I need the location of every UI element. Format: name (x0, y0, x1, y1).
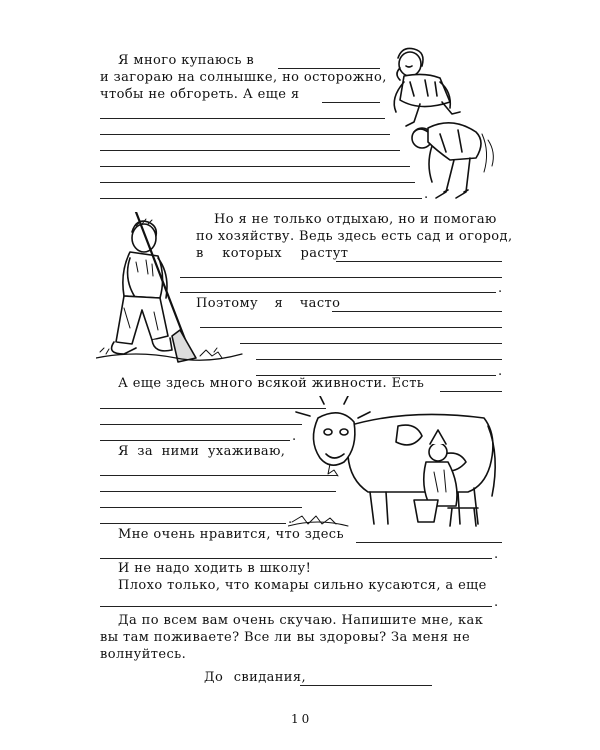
period: . (494, 595, 499, 610)
text-line: вы там поживаете? Все ли вы здоровы? За меня не (100, 630, 471, 645)
period: . (288, 512, 293, 527)
text-line: А еще здесь много всякой живности. Есть (118, 376, 425, 391)
blank-line[interactable] (100, 118, 385, 119)
blank-line[interactable] (356, 542, 502, 543)
text-line: Но я не только отдыхаю, но и помогаю (214, 212, 497, 227)
period: . (498, 364, 503, 379)
blank-line[interactable] (100, 166, 410, 167)
period: . (292, 429, 297, 444)
blank-line[interactable] (100, 440, 290, 441)
blank-line[interactable] (240, 343, 502, 344)
blank-line[interactable] (256, 359, 502, 360)
blank-line[interactable] (100, 150, 400, 151)
cow-milking-illustration (288, 396, 502, 530)
text-line: Я за ними ухаживаю, (118, 444, 286, 459)
blank-line[interactable] (100, 424, 302, 425)
blank-line[interactable] (440, 391, 502, 392)
text-line: чтобы не обгореть. А еще я (100, 87, 300, 102)
text-line: И не надо ходить в школу! (118, 561, 312, 576)
blank-line[interactable] (322, 102, 380, 103)
blank-line[interactable] (332, 311, 502, 312)
period: . (494, 547, 499, 562)
text-line: Плохо только, что комары сильно кусаются, а еще (118, 578, 487, 593)
blank-line[interactable] (100, 606, 492, 607)
text-line: волнуйтесь. (100, 647, 187, 662)
page-number: 10 (291, 712, 313, 726)
text-line: Мне очень нравится, что здесь (118, 527, 344, 542)
text-line: и загораю на солнышке, но осторожно, (100, 70, 387, 85)
blank-line[interactable] (100, 507, 302, 508)
text-line: Я много купаюсь в (118, 53, 255, 68)
blank-line[interactable] (278, 68, 380, 69)
period: . (498, 281, 503, 296)
blank-line[interactable] (336, 261, 502, 262)
blank-line[interactable] (100, 523, 286, 524)
text-line: Поэтому я часто (196, 296, 341, 311)
period: . (424, 187, 429, 202)
blank-line[interactable] (100, 558, 492, 559)
closing-line: До свидания, (204, 670, 307, 685)
children-leapfrog-illustration (380, 42, 505, 212)
text-line: Да по всем вам очень скучаю. Напишите мне, как (118, 613, 484, 628)
signature-line[interactable] (300, 685, 432, 686)
boy-digging-illustration (96, 212, 246, 368)
blank-line[interactable] (100, 134, 390, 135)
blank-line[interactable] (100, 198, 422, 199)
text-line: по хозяйству. Ведь здесь есть сад и огород, (196, 229, 513, 244)
blank-line[interactable] (100, 182, 415, 183)
text-line: в которых растут (196, 246, 349, 261)
